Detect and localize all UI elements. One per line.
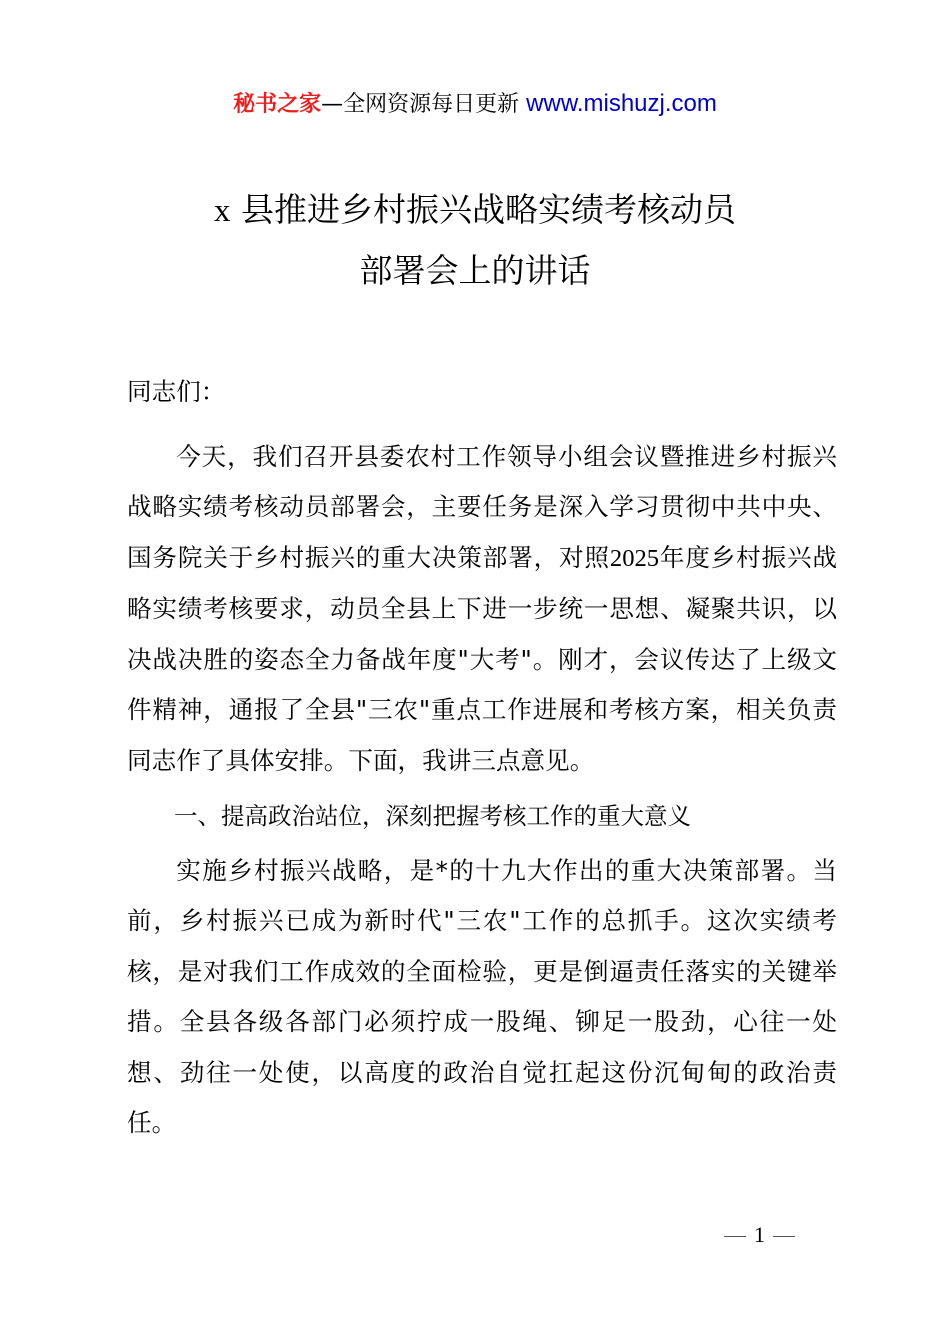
- paragraph-intro: [127, 432, 837, 787]
- title-prefix: x: [214, 193, 231, 229]
- document-title: [0, 180, 950, 301]
- page-dash-right: [773, 1236, 795, 1237]
- paragraph-section-1: 实施乡村振兴战略，是*的十九大作出的重大决策部署。当前，乡村振兴已成为新时代"三农"工作的总抓手。这次实绩考核，是对我们工作成效的全面检验，更是倒逼责任落实的关键举措。全县各级各部门必须拧成一股绳、铆足一股劲，心往一处想、劲往一处使，以高度的政治自觉扛起这份沉甸甸的政治责任。: [127, 855, 837, 1137]
- document-body: [127, 367, 837, 1149]
- site-url-link[interactable]: www.mishuzj.com: [526, 90, 717, 117]
- page-number: [716, 1222, 803, 1248]
- year-number: 2025: [609, 544, 660, 572]
- title-line-1-text: 县推进乡村振兴战略实绩考核动员: [230, 190, 736, 229]
- paragraph-intro-part2: 年度乡村振兴战略实绩考核要求，动员全县上下进一步统一思想、凝聚共识，以决战决胜的姿态全力备战年度"大考"。刚才，会议传达了上级文件精神，通报了全县"三农"重点工作进展和考核方案，相关负责同志作了具体安排。下面，我讲三点意见。: [127, 542, 837, 775]
- title-line-1: [0, 180, 950, 241]
- section-heading-1: 一、提高政治站位，深刻把握考核工作的重大意义: [174, 802, 691, 830]
- site-banner: [0, 88, 950, 121]
- page-number-value: 1: [754, 1222, 765, 1247]
- title-line-2: 部署会上的讲话: [359, 251, 591, 290]
- greeting: 同志们：: [127, 377, 226, 406]
- paragraph-intro-part1: 今天，我们召开县委农村工作领导小组会议暨推进乡村振兴战略实绩考核动员部署会，主要任务是深入学习贯彻中共中央、国务院关于乡村振兴的重大决策部署，对照: [127, 441, 837, 572]
- banner-slogan: —全网资源每日更新: [321, 92, 527, 117]
- brand-name: 秘书之家: [233, 92, 322, 117]
- page-dash-left: [724, 1236, 746, 1237]
